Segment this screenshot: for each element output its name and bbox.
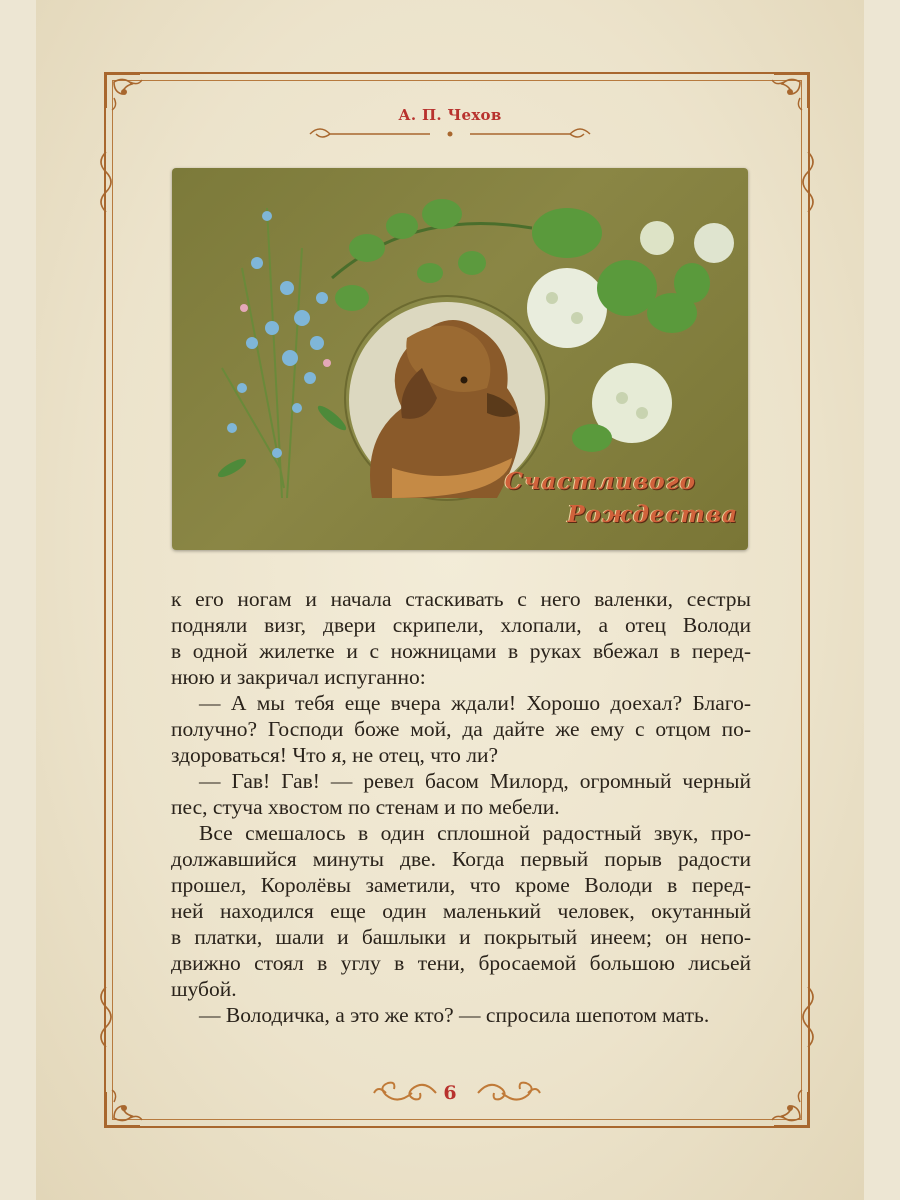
text-line: получно? Господи боже мой, да дайте же ему с отцом по- (171, 717, 751, 741)
text-line: к его ногам и начала стаскивать с него валенки, сестры (171, 587, 751, 611)
ivy-garland-icon (332, 199, 532, 311)
side-scroll-ornament-icon (94, 985, 118, 1055)
text-line: в одной жилетке и с ножницами в руках вбежал в перед- (171, 639, 751, 663)
text-line: нюю и закричал испуганно: (171, 665, 426, 689)
text-line: здороваться! Что я, не отец, что ли? (171, 743, 499, 767)
text-line: подняли визг, двери скрипели, хлопали, а отец Володи (171, 613, 751, 637)
text-line: в платки, шали и башлыки и покрытый инеем; он непо- (171, 925, 751, 949)
side-scroll-ornament-icon (94, 150, 118, 220)
greeting-line-1: Счастливого (504, 468, 696, 495)
body-text (171, 586, 751, 1028)
text-line: прошел, Королёвы заметили, что кроме Володи в перед- (171, 873, 751, 897)
text-line: движно стоял в углу в тени, бросаемой большою лисьей (171, 951, 751, 975)
greeting-line-2: Рождества (567, 501, 738, 528)
text-line: — Володичка, а это же кто? — спросила шепотом мать. (199, 1003, 710, 1027)
text-line: ней находился еще один маленький человек, окутанный (171, 899, 751, 923)
text-line: пес, стуча хвостом по стенам и по мебели. (171, 795, 560, 819)
postcard-illustration (172, 168, 748, 550)
text-line: должавшийся минуты две. Когда первый порыв радости (171, 847, 751, 871)
text-line: — А мы тебя еще вчера ждали! Хорошо доехал? Благо- (199, 691, 751, 715)
side-scroll-ornament-icon (796, 150, 820, 220)
text-line: Все смешалось в один сплошной радостный звук, про- (199, 821, 751, 845)
header-flourish-icon (300, 122, 600, 146)
side-scroll-ornament-icon (796, 985, 820, 1055)
page-number: 6 (443, 1082, 457, 1104)
text-line: — Гав! Гав! — ревел басом Милорд, огромный черный (199, 769, 751, 793)
running-header-author: А. П. Чехов (398, 106, 502, 124)
forget-me-not-bouquet-icon (216, 208, 349, 498)
text-line: шубой. (171, 977, 237, 1001)
footer-flourish-right-icon (474, 1076, 544, 1110)
